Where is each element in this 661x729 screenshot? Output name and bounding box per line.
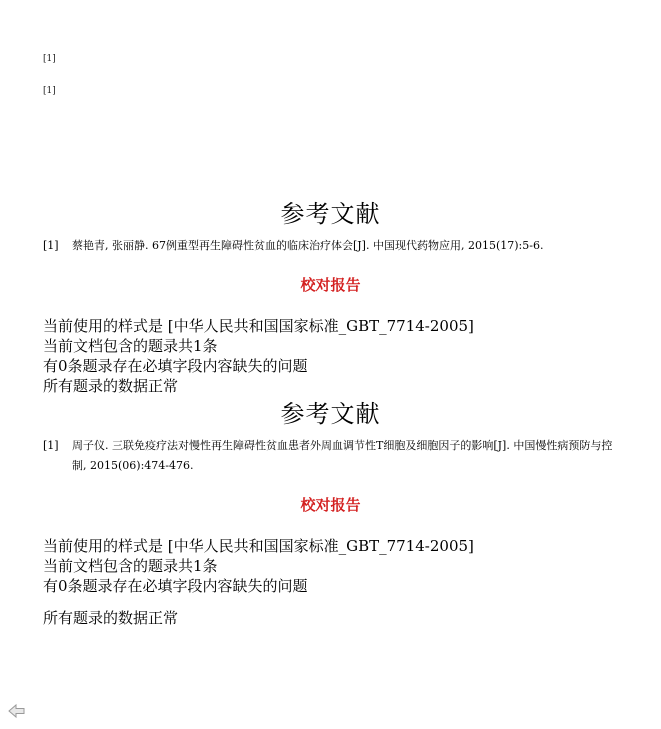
reference-entry	[43, 436, 623, 476]
citation-marker: [1]	[43, 86, 56, 96]
reference-text: 蔡艳青, 张丽静. 67例重型再生障碍性贫血的临床治疗体会[J]. 中国现代药物应用, 2015(17):5-6.	[72, 239, 544, 252]
report-status-line: 所有题录的数据正常	[43, 377, 179, 395]
report-status-line: 所有题录的数据正常	[43, 609, 179, 627]
references-heading: 参考文献	[280, 200, 381, 228]
report-missing-line: 有0条题录存在必填字段内容缺失的问题	[43, 577, 308, 595]
citation-marker: [1]	[43, 54, 56, 64]
references-heading: 参考文献	[280, 400, 381, 428]
reference-entry	[43, 236, 623, 256]
report-count-line: 当前文档包含的题录共1条	[43, 337, 218, 355]
proofreading-report-heading: 校对报告	[300, 496, 361, 514]
report-style-line: 当前使用的样式是 [中华人民共和国国家标准_GBT_7714-2005]	[43, 537, 474, 555]
reference-text: 周子仪. 三联免疫疗法对慢性再生障碍性贫血患者外周血调节性T细胞及细胞因子的影响[J]. 中国慢性病预防与控制, 2015(06):474-476.	[72, 439, 613, 472]
back-arrow-icon[interactable]	[8, 703, 26, 719]
report-style-line: 当前使用的样式是 [中华人民共和国国家标准_GBT_7714-2005]	[43, 317, 474, 335]
reference-number: [1]	[43, 439, 59, 452]
reference-number: [1]	[43, 239, 59, 252]
proofreading-report-heading: 校对报告	[300, 276, 361, 294]
report-count-line: 当前文档包含的题录共1条	[43, 557, 218, 575]
report-missing-line: 有0条题录存在必填字段内容缺失的问题	[43, 357, 308, 375]
